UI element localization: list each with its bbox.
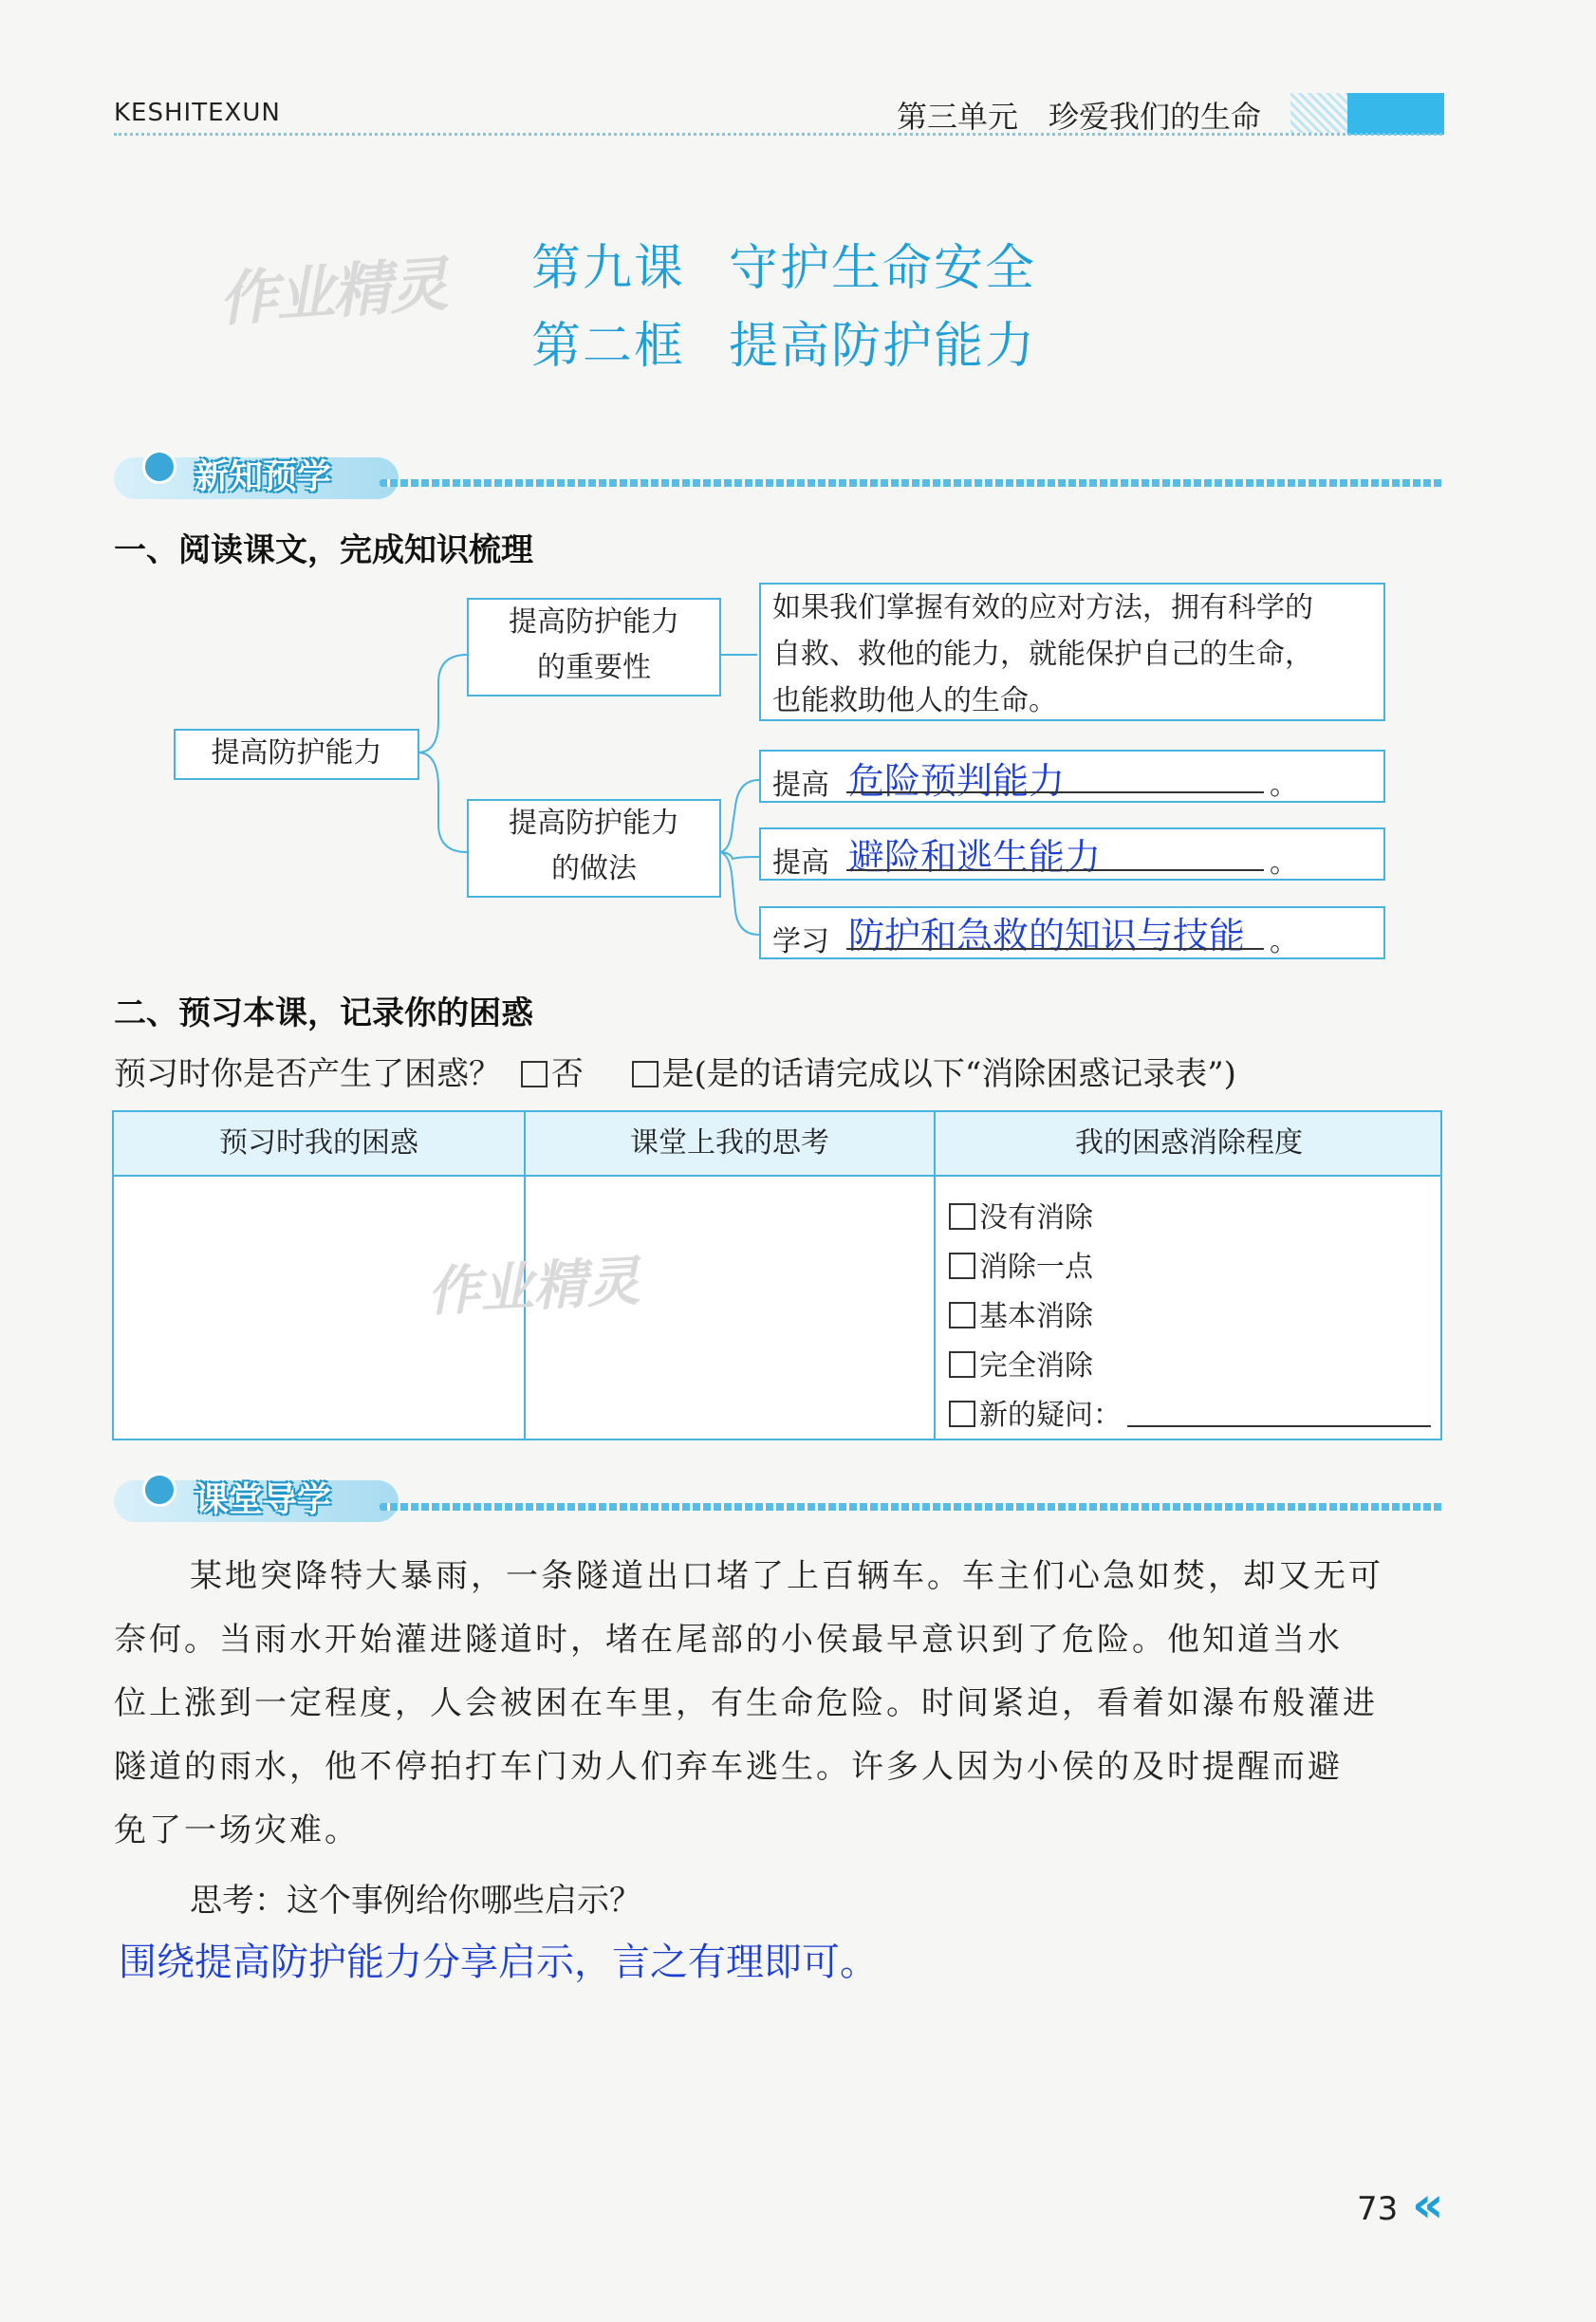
resolution-option-3-label: 基本消除	[979, 1300, 1093, 1333]
frame-number: 第二框	[531, 318, 686, 375]
method-3-answer: 防护和急救的知识与技能	[848, 915, 1246, 957]
section-banner-preview: 新知预学	[195, 457, 332, 496]
resolution-option-3[interactable]	[949, 1292, 1093, 1334]
checkbox-icon	[949, 1203, 975, 1230]
story-line-2: 奈何。当雨水开始灌进隧道时，堵在尾部的小侯最早意识到了危险。他知道当水	[114, 1621, 1343, 1659]
method-3-prefix: 学习	[772, 925, 829, 958]
mindmap-branch-methods	[467, 799, 721, 898]
branch-importance-line2: 的重要性	[537, 651, 651, 684]
mindmap-branch-importance	[467, 598, 721, 697]
resolution-option-5[interactable]	[949, 1391, 1122, 1433]
method-2-answer: 避险和逃生能力	[848, 836, 1102, 878]
heading-record-confusion: 二、预习本课，记录你的困惑	[114, 994, 533, 1032]
table-col-divider-2	[934, 1112, 936, 1439]
resolution-option-4[interactable]	[949, 1342, 1093, 1384]
method-1-suffix: 。	[1270, 769, 1298, 802]
importance-line2: 自救、救他的能力，就能保护自己的生命，	[772, 638, 1313, 671]
page-number: 73	[1357, 2190, 1399, 2228]
checkbox-no[interactable]	[521, 1061, 547, 1087]
series-name: KESHITEXUN	[114, 99, 281, 127]
lesson-title: 守护生命安全	[729, 240, 1037, 297]
mindmap-root	[174, 729, 419, 780]
option-no-label: 否	[550, 1055, 584, 1093]
new-question-line[interactable]	[1127, 1425, 1431, 1427]
resolution-option-1[interactable]	[949, 1194, 1093, 1235]
unit-title: 第三单元 珍爱我们的生命	[897, 99, 1262, 135]
method-item-2	[759, 827, 1385, 881]
importance-line1: 如果我们掌握有效的应对方法，拥有科学的	[772, 591, 1313, 624]
checkbox-icon	[949, 1302, 975, 1328]
table-header-resolution: 我的困惑消除程度	[1075, 1126, 1303, 1160]
checkbox-icon	[949, 1401, 975, 1427]
heading-knowledge-map: 一、阅读课文，完成知识梳理	[114, 531, 533, 569]
confusion-question: 预习时你是否产生了困惑？	[114, 1055, 501, 1093]
story-line-3: 位上涨到一定程度，人会被困在车里，有生命危险。时间紧迫，看着如瀑布般灌进	[114, 1684, 1378, 1722]
method-3-suffix: 。	[1270, 925, 1298, 958]
mindmap-root-label: 提高防护能力	[211, 736, 382, 770]
mindmap-importance-detail	[759, 583, 1385, 721]
story-line-5: 免了一场灾难。	[114, 1811, 360, 1849]
importance-line3: 也能救助他人的生命。	[772, 684, 1057, 717]
method-1-answer: 危险预判能力	[848, 760, 1066, 802]
think-answer: 围绕提高防护能力分享启示，言之有理即可。	[119, 1941, 878, 1984]
watermark-logo: 作业精灵	[216, 249, 449, 335]
method-1-prefix: 提高	[772, 769, 829, 802]
method-2-underline	[846, 869, 1264, 871]
section-banner-classroom: 课堂导学	[195, 1480, 332, 1519]
method-item-3	[759, 906, 1385, 959]
think-question: 思考：这个事例给你哪些启示？	[190, 1882, 641, 1920]
method-2-prefix: 提高	[772, 846, 829, 880]
resolution-option-5-label: 新的疑问：	[979, 1399, 1122, 1432]
checkbox-yes[interactable]	[632, 1061, 659, 1087]
checkbox-icon	[949, 1351, 975, 1378]
method-1-underline	[846, 791, 1264, 793]
method-item-1	[759, 750, 1385, 803]
table-watermark-logo: 作业精灵	[425, 1251, 641, 1324]
banner-person-icon-2	[142, 1473, 176, 1507]
method-3-underline	[846, 948, 1264, 950]
mindmap-connectors	[0, 0, 1596, 1044]
branch-importance-line1: 提高防护能力	[509, 605, 679, 639]
story-line-1: 某地突降特大暴雨，一条隧道出口堵了上百辆车。车主们心急如焚，却又无可	[190, 1557, 1383, 1595]
frame-title: 提高防护能力	[729, 318, 1037, 375]
resolution-option-4-label: 完全消除	[979, 1349, 1093, 1383]
resolution-option-1-label: 没有消除	[979, 1201, 1093, 1235]
option-yes-label: 是(是的话请完成以下“消除困惑记录表”)	[661, 1055, 1236, 1093]
table-header-thinking: 课堂上我的思考	[630, 1126, 829, 1160]
checkbox-icon	[949, 1253, 975, 1279]
confusion-record-table	[112, 1110, 1442, 1440]
story-line-4: 隧道的雨水，他不停拍打车门劝人们弃车逃生。许多人因为小侯的及时提醒而避	[114, 1748, 1343, 1786]
banner-dotted-line-2	[380, 1503, 1444, 1511]
method-2-suffix: 。	[1270, 846, 1298, 880]
branch-methods-line1: 提高防护能力	[509, 807, 679, 840]
resolution-option-2[interactable]	[949, 1243, 1093, 1285]
table-header-confusion: 预习时我的困惑	[219, 1126, 418, 1160]
resolution-option-2-label: 消除一点	[979, 1251, 1093, 1284]
page-arrow-icon: «	[1412, 2177, 1444, 2234]
lesson-number: 第九课	[531, 240, 686, 297]
confusion-question-line	[114, 1048, 1236, 1094]
branch-methods-line2: 的做法	[551, 852, 637, 885]
